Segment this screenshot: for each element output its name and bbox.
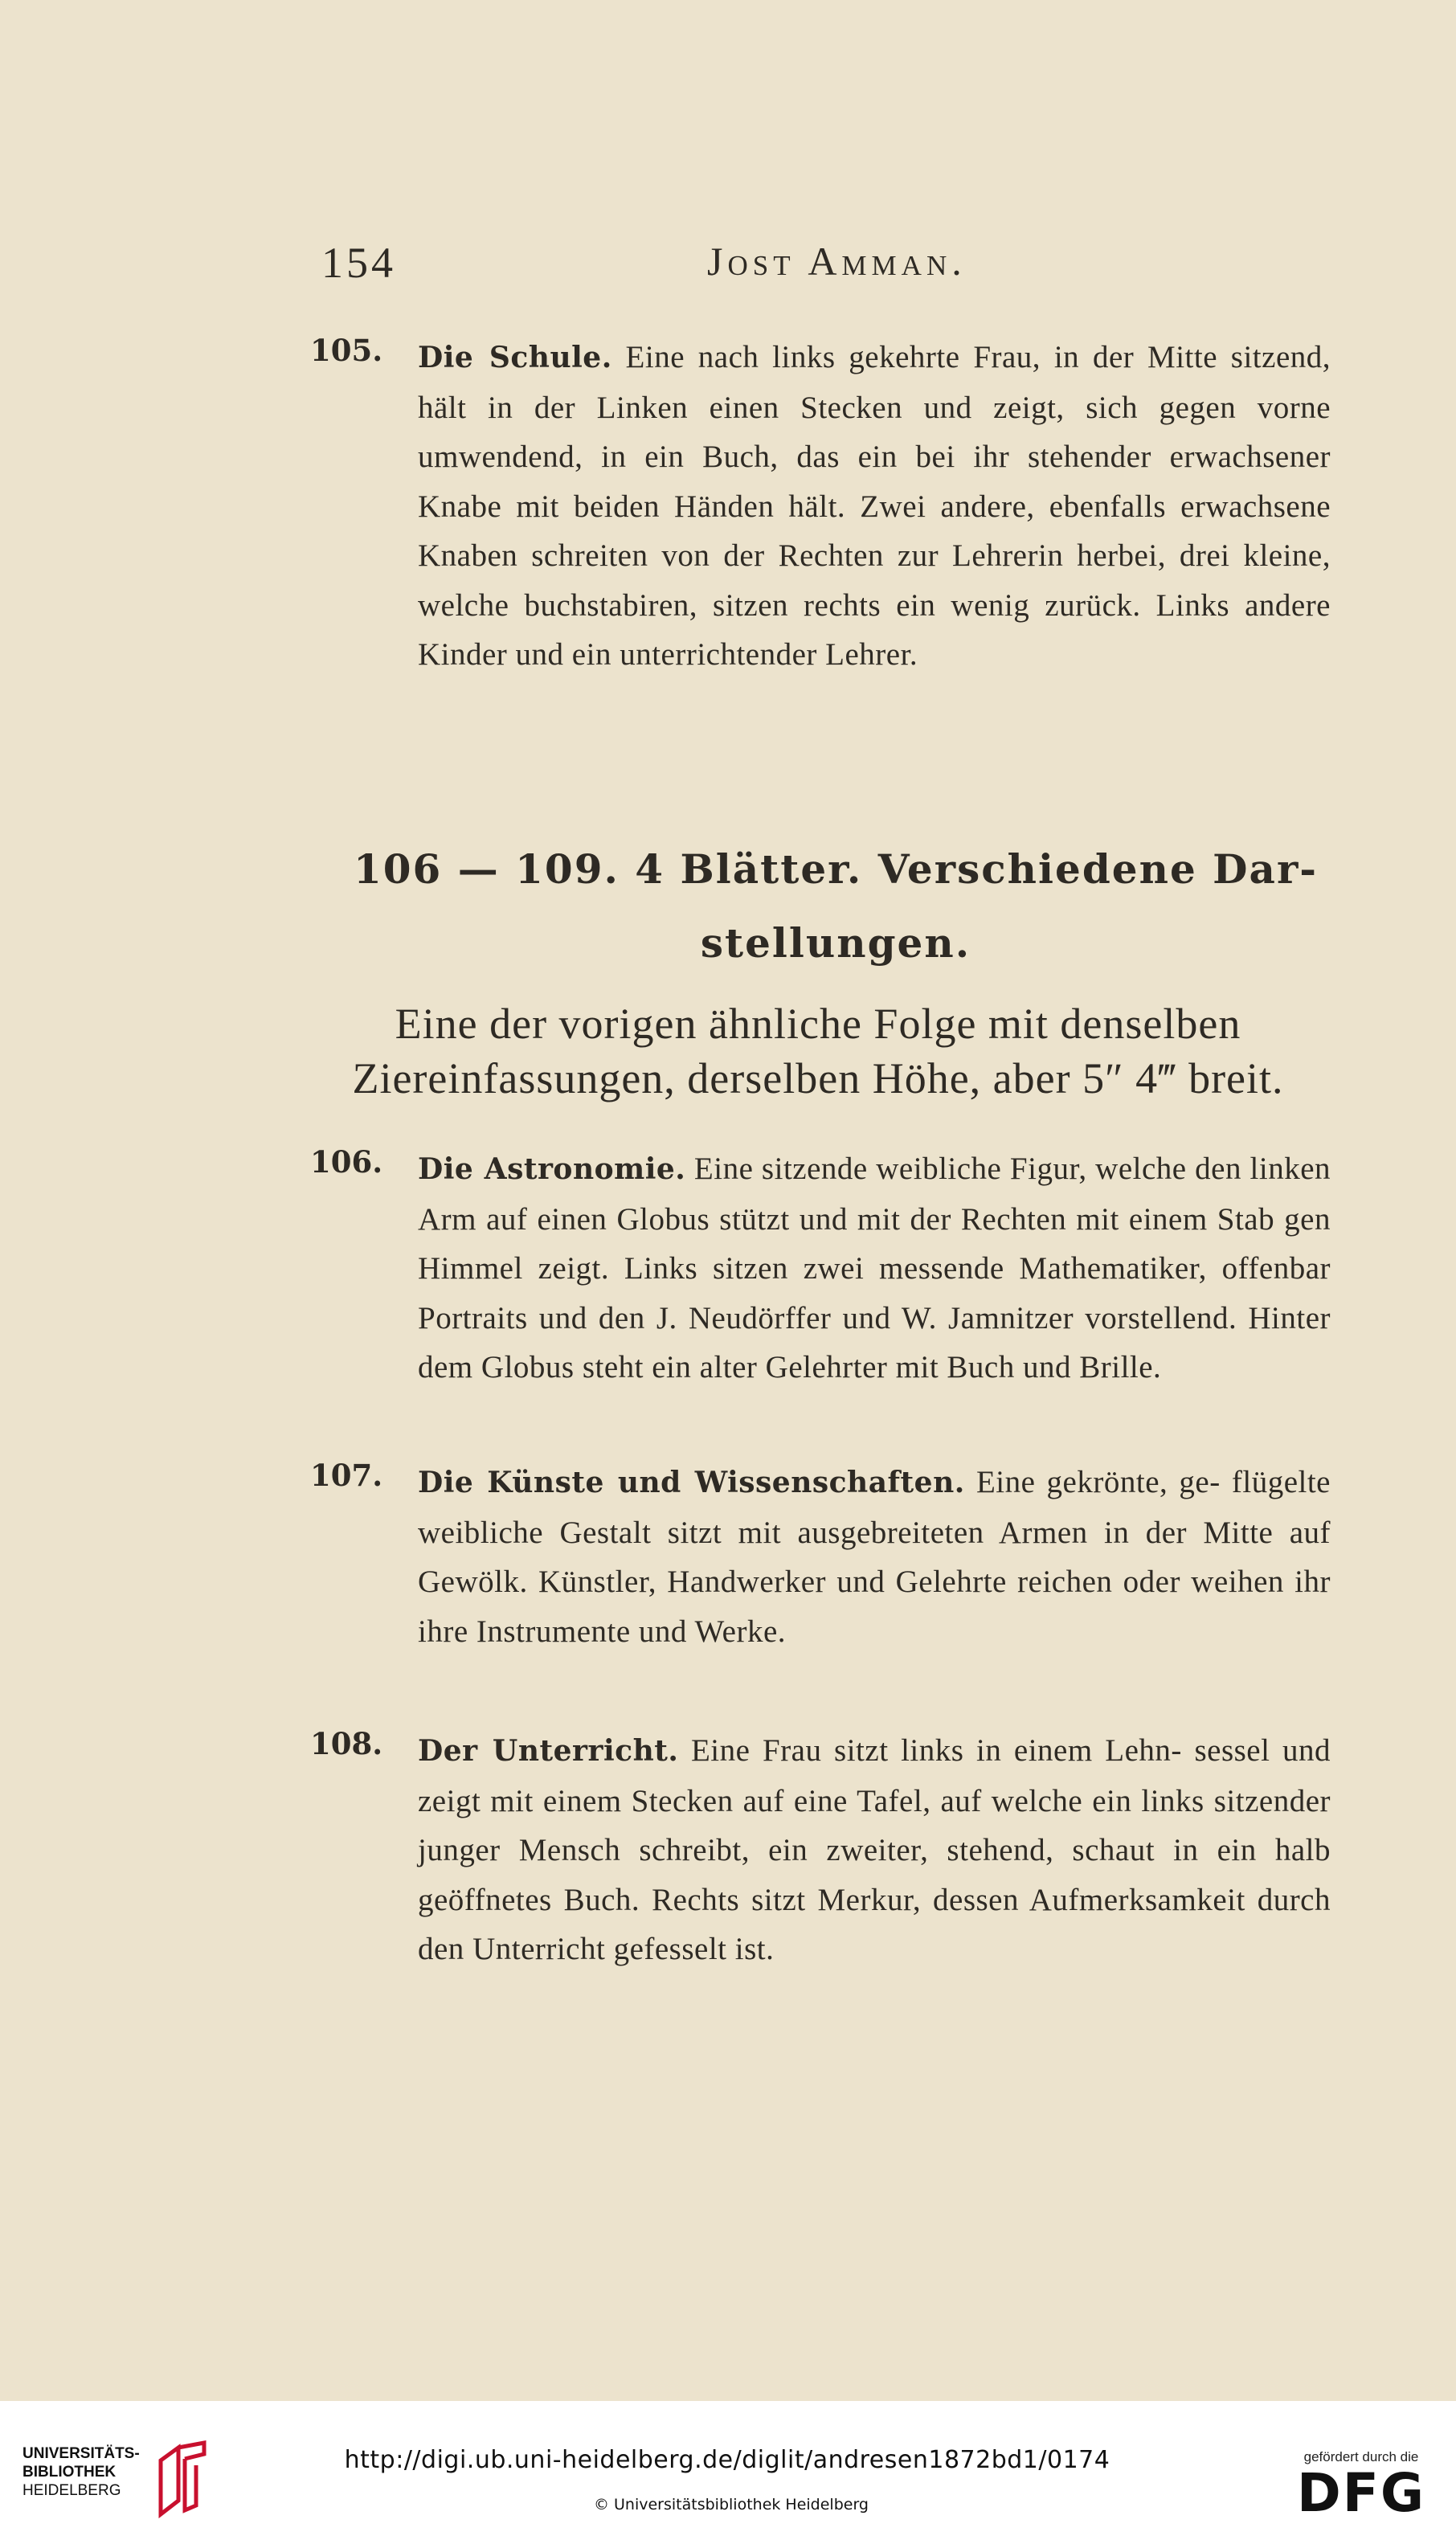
copyright-notice: © Universitätsbibliothek Heidelberg [593, 2496, 869, 2513]
entry-text [418, 1726, 1331, 1974]
entry-text [418, 1144, 1331, 1393]
entry-title: Der Unterricht. [418, 1734, 679, 1768]
permalink-url[interactable]: http://digi.ub.uni-heidelberg.de/diglit/andresen1872bd1/0174 [344, 2446, 1110, 2474]
page-header [321, 238, 1326, 294]
section-intro [312, 996, 1324, 1106]
dfg-logo[interactable] [1289, 2449, 1434, 2530]
entry-line: Zwei andere, ebenfalls erwachsene Knaben schreiten von [418, 489, 1331, 573]
entry-text [418, 333, 1331, 680]
entry-line: und Werke. [638, 1614, 787, 1649]
entry-line: in der Mitte auf Gewölk. Künstler, Handwerker und [418, 1515, 1331, 1599]
entry-line: Rechts sitzt Merkur, dessen Aufmerksamkeit durch den [418, 1882, 1331, 1966]
viewer-footer [0, 2401, 1456, 2540]
entry-line: stehender erwachsener Knabe mit beiden Händen hält. [418, 440, 1331, 524]
entry-line: andere Kinder und ein unterrichtender Lehrer. [418, 587, 1331, 672]
entry-line: den linken Arm auf einen Globus stützt und mit der [418, 1151, 1331, 1237]
entry-line: Eine Frau sitzt links in einem Lehn- [690, 1733, 1182, 1768]
entry-number: 108. [310, 1726, 383, 1761]
page-number: 154 [321, 239, 396, 287]
entry-line: Eine sitzende weibliche Figur, welche [693, 1151, 1187, 1186]
intro-line: Eine der vorigen ähnliche Folge mit denselben [395, 1000, 1241, 1048]
catalog-entry-108 [310, 1726, 1331, 1974]
entry-title: Die Astronomie. [418, 1152, 686, 1186]
entry-line: sessel und zeigt mit einem Stecken auf eine Tafel, auf [418, 1733, 1331, 1818]
entry-title: Die Künste und Wissenschaften. [418, 1466, 965, 1499]
intro-line: Ziereinfassungen, derselben Höhe, aber 5″ 4‴ breit. [352, 1054, 1284, 1102]
entry-number: 106. [310, 1144, 383, 1180]
library-name: UNIVERSITÄTS- BIBLIOTHEK HEIDELBERG [22, 2445, 140, 2499]
entry-line: Unterricht gefesselt ist. [472, 1932, 775, 1966]
entry-line: Globus steht ein alter Gelehrter mit Buch und Brille. [481, 1350, 1162, 1385]
entry-line: sitzend, hält in der Linken einen Stecken und zeigt, sich [418, 340, 1331, 425]
entry-line: Gelehrte reichen oder weihen ihr ihre Instrumente [418, 1564, 1331, 1649]
dfg-mark: DFG [1296, 2462, 1426, 2524]
entry-line: der Rechten zur Lehrerin herbei, drei kleine, welche [418, 538, 1331, 623]
entry-line: Eine gekrönte, ge- [975, 1465, 1221, 1499]
entry-line: Eine nach links gekehrte Frau, in der Mitte [625, 340, 1218, 374]
section-heading-line: 106 — 109. 4 Blätter. Verschiedene Dar- [353, 845, 1319, 893]
entry-title: Die Schule. [418, 341, 612, 374]
catalog-entry-106 [310, 1144, 1331, 1393]
catalog-entry-107 [310, 1458, 1331, 1656]
entry-line: welche ein links sitzender junger Mensch schreibt, ein [418, 1783, 1331, 1867]
entry-text [418, 1458, 1331, 1656]
section-heading [346, 832, 1326, 980]
library-emblem-icon [151, 2438, 215, 2518]
entry-line: flügelte weibliche Gestalt sitzt mit ausgebreiteten Armen [418, 1465, 1331, 1550]
entry-line: Rechten mit einem Stab gen Himmel zeigt. Links sitzen [418, 1201, 1331, 1286]
entry-line: J. Neudörffer und W. Jamnitzer vorstellend. Hinter dem [418, 1300, 1331, 1385]
entry-line: zwei messende Mathematiker, offenbar Portraits und den [418, 1251, 1331, 1335]
funded-by-label: gefördert durch die [1303, 2449, 1419, 2464]
section-heading-line: stellungen. [700, 919, 971, 967]
entry-line: zweiter, stehend, schaut in ein halb geöffnetes Buch. [418, 1833, 1331, 1917]
entry-number: 105. [310, 333, 383, 368]
catalog-entry-105 [310, 333, 1331, 680]
library-logo[interactable] [22, 2438, 215, 2518]
running-title: Jost Amman. [707, 239, 967, 284]
entry-line: buchstabiren, sitzen rechts ein wenig zurück. Links [524, 587, 1230, 623]
entry-number: 107. [310, 1458, 383, 1493]
entry-line: gegen vorne umwendend, in ein Buch, das ein bei ihr [418, 390, 1331, 474]
